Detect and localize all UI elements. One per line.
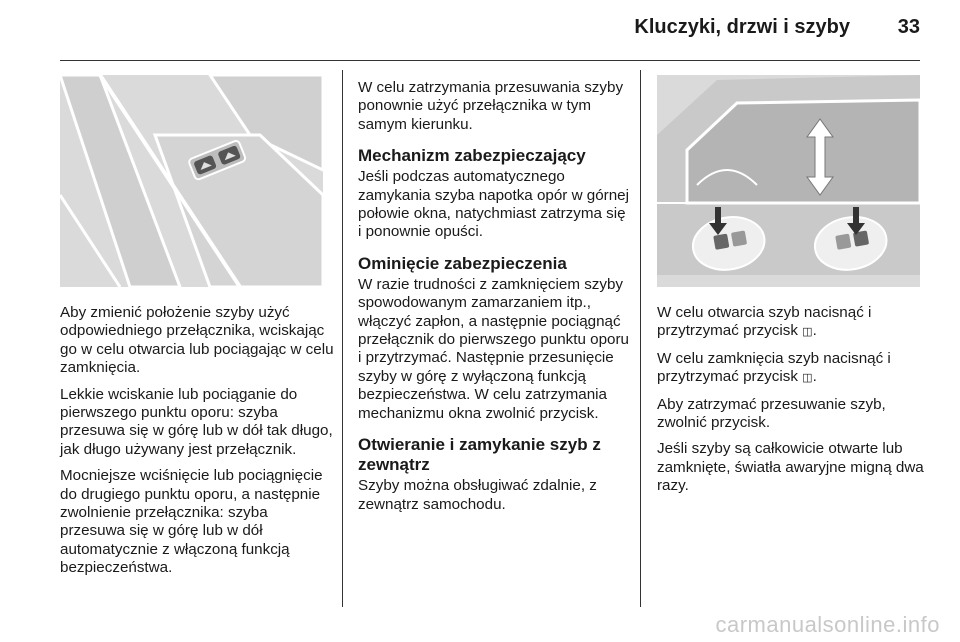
- section-heading: Ominięcie zabezpieczenia: [358, 253, 567, 273]
- remote-window-drawing: [657, 75, 920, 287]
- section-heading: Otwieranie i zamykanie szyb z zewnątrz: [358, 435, 601, 475]
- column-right: [657, 304, 925, 504]
- paragraph: Lekkie wciskanie lub pociąganie do pierwszego punktu oporu: szyba przesuwa się w górę lub w dół tak długo, jak długo używany jest przełącznik.: [60, 385, 333, 458]
- section-heading: Mechanizm zabezpieczający: [358, 146, 586, 166]
- window-switch-illustration: [60, 75, 323, 287]
- header-divider: [60, 60, 920, 61]
- unlock-icon: ◫: [802, 326, 813, 339]
- remote-window-illustration: [657, 75, 920, 287]
- watermark: carmanualsonline.info: [715, 612, 940, 637]
- column-left: [60, 304, 335, 586]
- lock-icon: ◫: [802, 372, 813, 385]
- paragraph: Aby zmienić położenie szyby użyć odpowiedniego przełącznika, wciskając go w celu otwarcia lub pociągając w celu zamknięcia.: [60, 304, 334, 377]
- window-switch-drawing: [60, 75, 323, 287]
- paragraph: Szyby można obsługiwać zdalnie, z zewnątrz samochodu.: [358, 477, 597, 513]
- paragraph: Jeśli szyby są całkowicie otwarte lub zamknięte, światła awaryjne migną dwa razy.: [657, 440, 924, 495]
- paragraph: W celu zamknięcia szyb nacisnąć i przytrzymać przycisk ◫.: [657, 349, 891, 386]
- paragraph: W celu zatrzymania przesuwania szyby ponownie użyć przełącznika w tym samym kierunku.: [358, 79, 624, 133]
- paragraph-text: W celu otwarcia szyb nacisnąć i przytrzymać przycisk: [657, 304, 872, 340]
- paragraph: Mocniejsze wciśnięcie lub pociągnięcie do drugiego punktu oporu, a następnie zwolnienie przełącznika: szyba przesuwa się w górę lub w dół automatycznie z włączoną funkcją bezpieczeństwa.: [60, 467, 323, 577]
- page-header-title: Kluczyki, drzwi i szyby: [634, 16, 850, 38]
- page-number: 33: [897, 16, 920, 38]
- column-divider: [640, 70, 641, 607]
- paragraph: W celu otwarcia szyb nacisnąć i przytrzymać przycisk ◫.: [657, 304, 872, 340]
- column-middle: [358, 79, 630, 522]
- column-divider: [342, 70, 343, 607]
- paragraph-text: W celu zamknięcia szyb nacisnąć i przytrzymać przycisk: [657, 349, 891, 386]
- paragraph: W razie trudności z zamknięciem szyby spowodowanym zamarzaniem itp., włączyć zapłon, a następnie pociągnąć przełącznik do pierwszego punktu oporu i przytrzymać. Następnie przesunięcie szyby w górę z wyłączoną funkcją bezpieczeństwa. W celu zatrzymania mechanizmu okna zwolnić przycisk.: [358, 275, 630, 422]
- paragraph: Jeśli podczas automatycznego zamykania szyba napotka opór w górnej połowie okna, natychmiast zatrzyma się i ponownie opuści.: [358, 168, 629, 241]
- paragraph: Aby zatrzymać przesuwanie szyb, zwolnić przycisk.: [657, 395, 886, 432]
